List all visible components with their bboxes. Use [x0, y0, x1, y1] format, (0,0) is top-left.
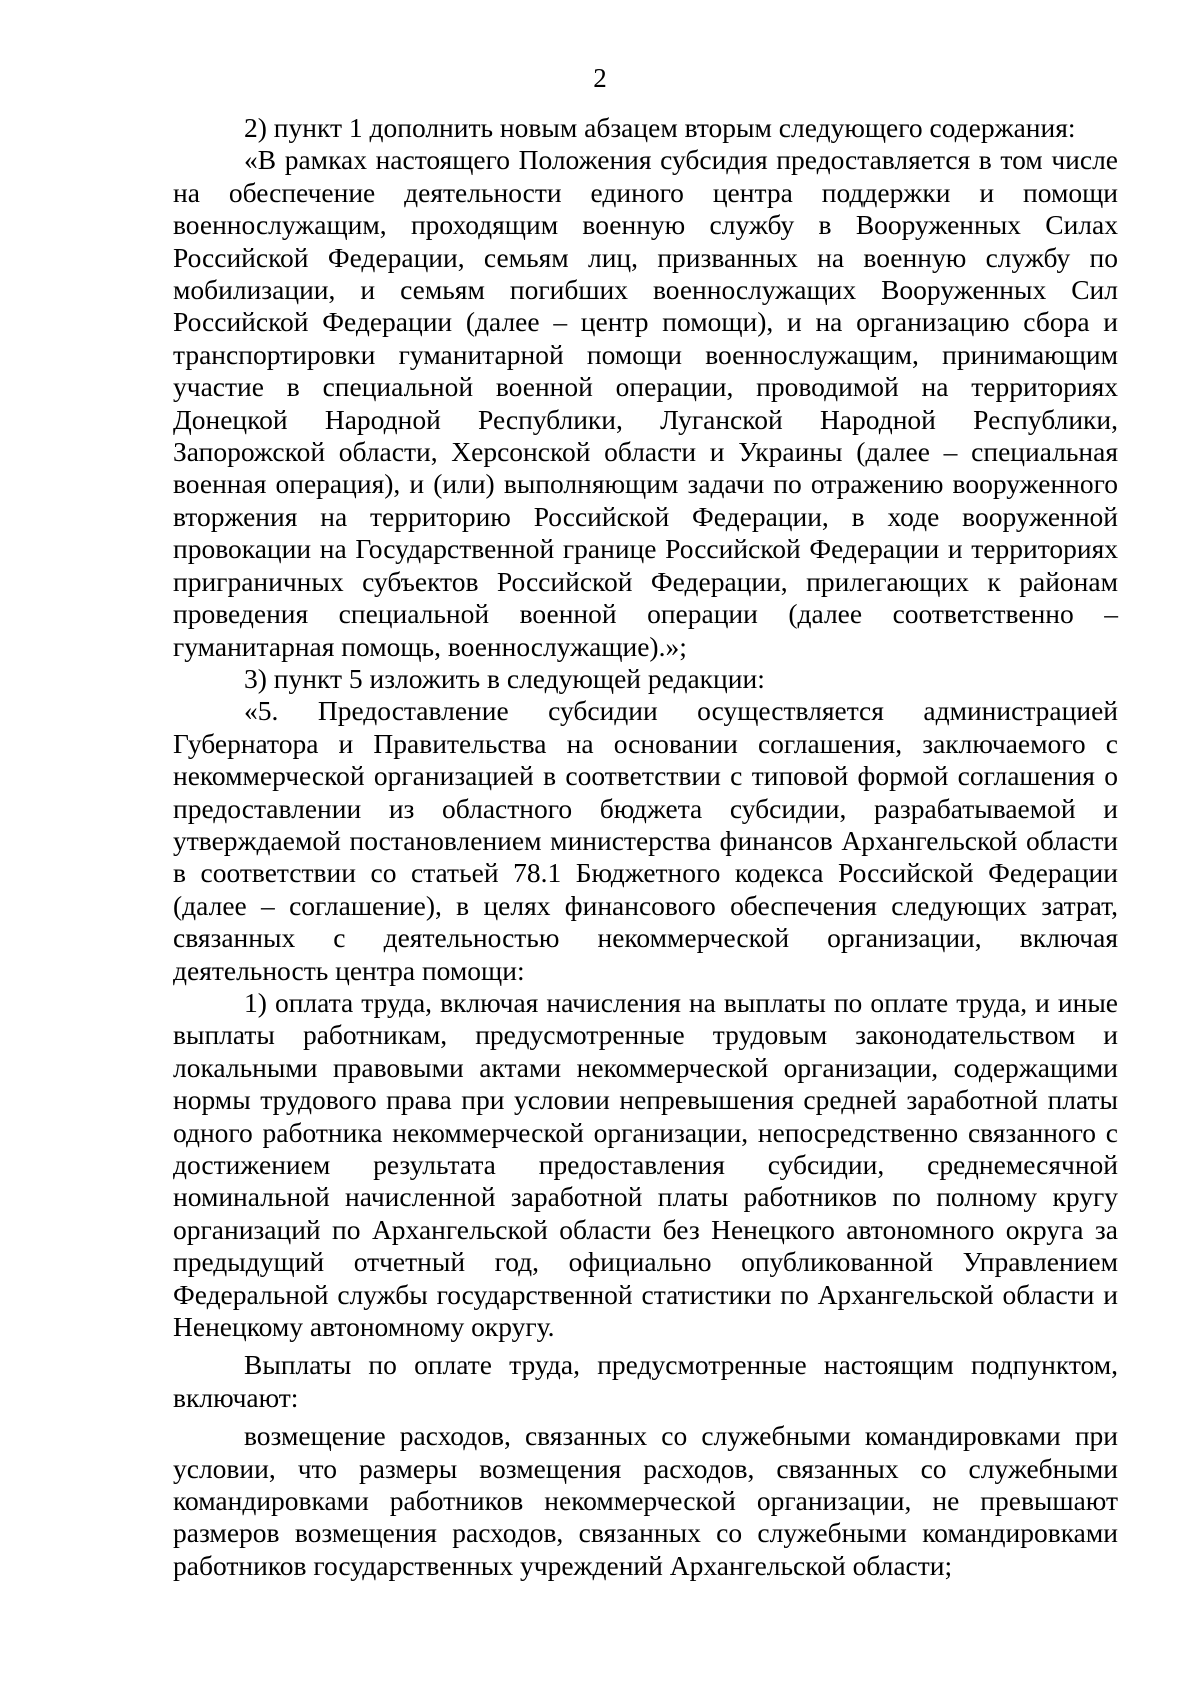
paragraph-item-2-intro: 2) пункт 1 дополнить новым абзацем вторым следующего содержания:: [244, 112, 1076, 143]
paragraph-item-3-intro: 3) пункт 5 изложить в следующей редакции:: [244, 662, 765, 694]
paragraph-payments-include: Выплаты по оплате труда, предусмотренные настоящим подпунктом, включают:: [173, 1349, 1118, 1413]
paragraph-travel-expenses: возмещение расходов, связанных со служебными командировками при условии, что размеры возмещения расходов, связанных со служебными командировками работников некоммерческой организации, не превышают размеров возмещения расходов, связанных со служебными командировками работников государственных учреждений Архангельской области;: [173, 1420, 1118, 1581]
page-number: 2: [593, 63, 607, 93]
paragraph-new-second-abzac: «В рамках настоящего Положения субсидия предоставляется в том числе на обеспечение деятельности единого центра поддержки и помощи военнослужащим, проходящим военную службу в Вооруженных Силах Российской Федерации, семьям лиц, призванных на военную службу по мобилизации, и семьям погибших военнослужащих Вооруженных Сил Российской Федерации (далее – центр помощи), и на организацию сбора и транспортировки гуманитарной помощи военнослужащим, принимающим участие в специальной военной операции, проводимой на территориях Донецкой Народной Республики, Луганской Народной Республики, Запорожской области, Херсонской области и Украины (далее – специальная военная операция), и (или) выполняющим задачи по отражению вооруженного вторжения на территорию Российской Федерации, в ходе вооруженной провокации на Государственной границе Российской Федерации и территориях приграничных субъектов Российской Федерации, прилегающих к районам проведения специальной военной операции (далее соответственно – гуманитарная помощь, военнослужащие).»;: [173, 144, 1118, 662]
paragraph-subpoint-1: 1) оплата труда, включая начисления на выплаты по оплате труда, и иные выплаты работникам, предусмотренные трудовым законодательством и локальными правовыми актами некоммерческой организации, содержащими нормы трудового права при условии непревышения средней заработной платы одного работника некоммерческой организации, непосредственно связанного с достижением результата предоставления субсидии, среднемесячной номинальной начисленной заработной платы работников по полному кругу организаций по Архангельской области без Ненецкого автономного округа за предыдущий отчетный год, официально опубликованной Управлением Федеральной службы государственной статистики по Архангельской области и Ненецкому автономному округу.: [173, 986, 1118, 1343]
paragraph-point-5: «5. Предоставление субсидии осуществляется администрацией Губернатора и Правительства на основании соглашения, заключаемого с некоммерческой организацией в соответствии с типовой формой соглашения о предоставлении из областного бюджета субсидии, разрабатываемой и утверждаемой постановлением министерства финансов Архангельской области в соответствии со статьей 78.1 Бюджетного кодекса Российской Федерации (далее – соглашение), в целях финансового обеспечения следующих затрат, связанных с деятельностью некоммерческой организации, включая деятельность центра помощи:: [173, 695, 1118, 986]
document-body: [173, 112, 1118, 1582]
